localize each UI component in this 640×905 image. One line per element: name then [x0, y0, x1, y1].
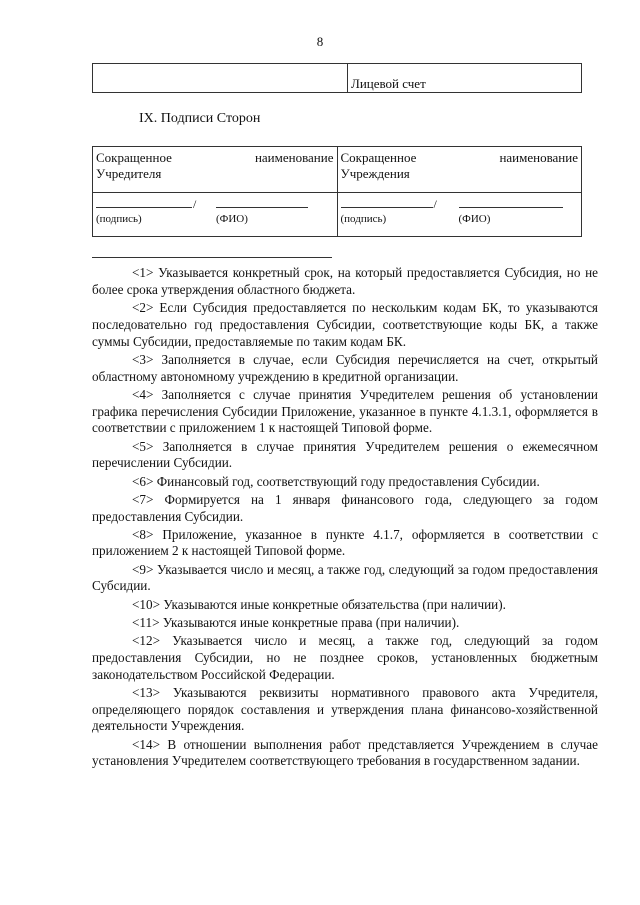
footnote-5: <5> Заполняется в случае принятия Учредителем решения о ежемесячном перечислении Субсидии.	[92, 438, 598, 471]
founder-slash: /	[193, 197, 197, 211]
founder-signature-cell	[93, 193, 338, 237]
footnote-2: <2> Если Субсидия предоставляется по нескольким кодам БК, то указываются последовательно год предоставления Субсидии, соответствующие коды БК, а также суммы Субсидии, предоставляемые по таким кодам БК.	[92, 299, 598, 349]
footnote-9: <9> Указывается число и месяц, а также год, следующий за годом предоставления Субсидии.	[92, 561, 598, 594]
footnote-11: <11> Указываются иные конкретные права (при наличии).	[132, 614, 460, 630]
account-left-cell	[93, 64, 348, 93]
institution-signature-caption: (подпись)	[340, 213, 387, 225]
footnote-1: <1> Указывается конкретный срок, на который предоставляется Субсидия, но не более срока утверждения областного бюджета.	[92, 265, 598, 297]
founder-name-line-1	[96, 150, 334, 166]
section-title: IX. Подписи Сторон	[139, 111, 261, 126]
institution-name-line-1	[341, 150, 579, 166]
footnote-separator	[92, 257, 332, 258]
institution-fio-line	[459, 207, 563, 208]
account-row	[93, 64, 582, 93]
footnote-14: <14> В отношении выполнения работ представляется Учреждением в случае установления Учредителем соответствующего требования в государственном задании.	[92, 736, 598, 769]
founder-label-word-3: Учредителя	[96, 166, 162, 181]
institution-label-word-1: Сокращенное	[340, 150, 417, 165]
page-number: 8	[316, 34, 324, 49]
footnote-7: <7> Формируется на 1 января финансового года, следующего за годом предоставления Субсидии.	[92, 491, 598, 524]
founder-label-word-2: наименование	[254, 150, 334, 165]
founder-name-cell	[93, 147, 338, 193]
footnote-12: <12> Указывается число и месяц, а также год, следующий за годом предоставления Субсидии, но не позднее сроков, установленных бюджетным законодательством Российской Федерации.	[92, 633, 598, 682]
founder-signature-block	[96, 197, 334, 231]
institution-name-cell	[337, 147, 582, 193]
account-right-cell: Лицевой счет	[348, 64, 582, 93]
footnote-3: <3> Заполняется в случае, если Субсидия перечисляется на счет, открытый областному автономному учреждению в кредитной организации.	[92, 351, 598, 384]
founder-fio-caption: (ФИО)	[216, 213, 248, 225]
signatures-header-row	[93, 147, 582, 193]
footnote-4: <4> Заполняется с случае принятия Учредителем решения об установлении графика перечисления Субсидии Приложение, указанное в пункте 4.1.3.1, оформляется в соответствии с приложением 1 к настоящей Типовой форме.	[92, 386, 598, 436]
founder-label-word-1: Сокращенное	[96, 150, 172, 165]
institution-slash: /	[433, 197, 437, 211]
account-table	[92, 63, 582, 93]
institution-signature-line	[341, 207, 433, 208]
founder-signature-caption: (подпись)	[96, 213, 142, 225]
footnote-6: <6> Финансовый год, соответствующий году предоставления Субсидии.	[132, 473, 540, 489]
footnote-8: <8> Приложение, указанное в пункте 4.1.7, оформляется в соответствии с приложением 2 к настоящей Типовой форме.	[92, 526, 598, 559]
institution-fio-caption: (ФИО)	[458, 213, 491, 225]
founder-fio-line	[216, 207, 308, 208]
founder-signature-line	[96, 207, 192, 208]
institution-signature-cell	[337, 193, 582, 237]
footnote-13: <13> Указываются реквизиты нормативного правового акта Учредителя, определяющего порядок составления и утверждения плана финансово-хозяйственной деятельности Учреждения.	[92, 684, 598, 734]
footnote-10: <10> Указываются иные конкретные обязательства (при наличии).	[132, 596, 506, 612]
signatures-table	[92, 146, 582, 237]
institution-label-word-2: наименование	[499, 150, 578, 165]
footnotes	[92, 265, 598, 772]
institution-signature-block	[340, 197, 579, 231]
signatures-row	[93, 193, 582, 237]
institution-label-word-3: Учреждения	[340, 166, 410, 181]
